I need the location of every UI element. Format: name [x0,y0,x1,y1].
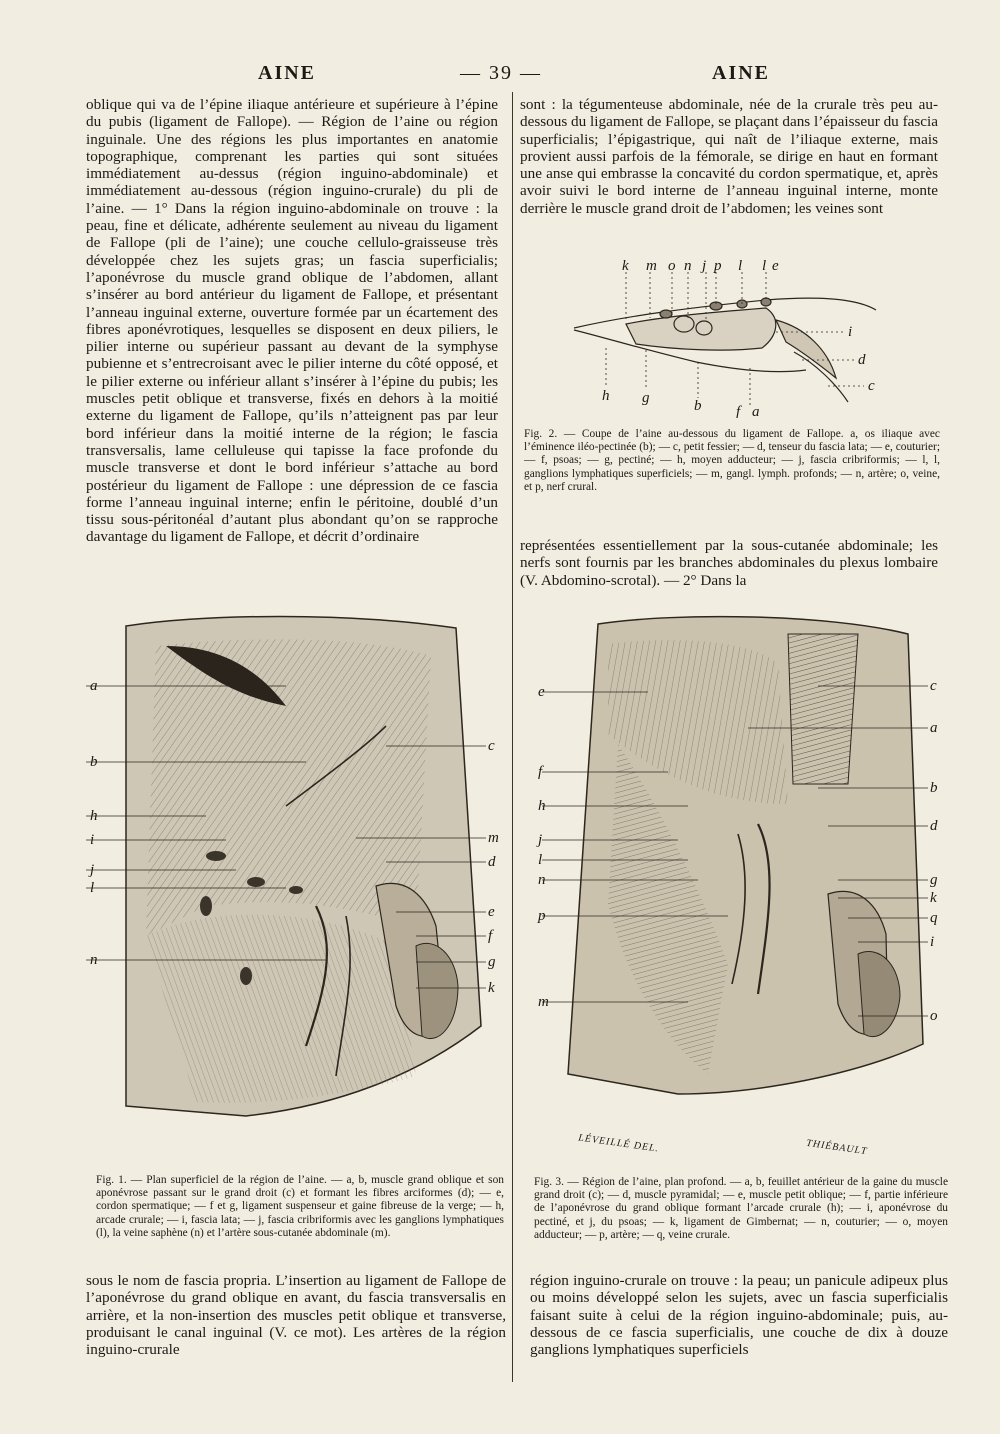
fig3-label: e [538,684,545,700]
fig2-label: f [736,404,741,418]
fig1-label: l [90,880,95,896]
fig3-label: k [930,890,937,906]
fig2-label: o [668,258,676,274]
column-divider [512,92,513,1382]
fig2-label: p [714,258,722,274]
fig3-label: o [930,1008,938,1024]
paragraph: oblique qui va de l’épine iliaque antérieure et supérieure à l’épine du pubis (ligament de Fallope). — Région de l’aine ou région inguinale. Une des régions les plus importantes en anatomie topographique, comprenant les parties qui sont situées immédiatement au-dessus (région inguino-abdominale) et immédiatement au-dessous (région inguino-crurale) du pli de l’aine. — 1° Dans la région inguino-abdominale on trouve : la peau, fine et délicate, adhérente seulement au niveau du ligament de Fallope (pli de l’aine); une couche cellulo-graisseuse très développée chez les sujets gras; un fascia superficialis; l’aponévrose du muscle grand oblique de l’abdomen, allant s’insérer au bord antérieur du ligament de Fallope, et présentant l’anneau inguinal externe, ouverture formée par un écartement des fibres aponévrotiques, lesquelles se disposent en deux piliers, le pilier interne ou supérieur passant au devant de la symphyse pubienne et s’entrecroisant avec le pilier interne du côté opposé, et le pilier externe ou inférieur allant s’insérer à l’épine du pubis; les muscles petit oblique et transverse, fixés en dehors à la moitié externe du ligament de Fallope, qu’ils n’atteignent pas par leur bord inférieur dans la moitié interne de la région; le fascia transversalis, lame celluleuse qui tapisse la face profonde du muscle transverse et dont le bord inférieur s’attache au bord postérieur du ligament de Fallope : une dépression de ce fascia forme l’anneau inguinal interne; enfin le péritoine, doublé d’un tissu sous-péritonéal d’autant plus abondant qu’on se rapproche davantage du ligament de Fallope, et décrit d’ordinaire [86,96,498,546]
paragraph: sont : la tégumenteuse abdominale, née de la crurale très peu au-dessous du ligament de Fallope, se plaçant dans l’épaisseur du fascia superficialis; l’épigastrique, qui naît de l’iliaque externe, mais provient aussi parfois de la fémorale, se dirige en haut en formant une anse qui embrasse la concavité du cordon spermatique, et, après avoir suivi le bord interne de l’anneau inguinal interne, monte derrière le muscle grand droit de l’abdomen; les veines sont [520,96,938,217]
running-head-right: AINE [712,62,771,84]
fig2-label: l [762,258,767,274]
fig2-label: c [868,378,875,394]
figure-3-caption: Fig. 3. — Région de l’aine, plan profond. — a, b, feuillet antérieur de la gaine du muscle grand droit (c); — d, muscle pyramidal; — e, muscle petit oblique; — f, partie inférieure de l’aponévrose du grand oblique formant l’arcade crurale (h); — i, aponévrose du pectiné, et j, du psoas; — k, ligament de Gimbernat; — n, couturier; — o, moyen adducteur; — p, artère; — q, veine crurale. [534,1176,948,1241]
paragraph: représentées essentiellement par la sous-cutanée abdominale; les nerfs sont fournis par les branches abdominales du plexus lombaire (V. Abdomino-scrotal). — 2° Dans la [520,537,938,589]
fig1-label: i [90,832,95,848]
fig3-label: i [930,934,935,950]
fig3-label: c [930,678,937,694]
fig1-label: n [90,952,98,968]
fig3-label: f [538,764,543,780]
fig2-label: d [858,352,866,368]
fig2-label: g [642,390,650,406]
fig1-label: e [488,904,495,920]
engraver-signature-right: THIÉBAULT [805,1137,869,1158]
fig1-label: f [488,928,493,944]
figure-3-anatomical-illustration [528,604,948,1164]
right-column-bottom-text [530,1272,948,1358]
fig1-label: g [488,954,496,970]
fig3-label: p [538,908,546,924]
figure-1-anatomical-illustration [86,606,506,1166]
page-number: — 39 — [460,62,542,84]
fig1-label: j [90,862,95,878]
fig3-label: b [930,780,938,796]
fig1-label: h [90,808,98,824]
fig2-label: a [752,404,760,418]
left-column-bottom-text [86,1272,506,1358]
fig3-label: j [538,832,543,848]
fig1-label: a [90,678,98,694]
running-head-left: AINE [258,62,317,84]
fig3-label: q [930,910,938,926]
right-column-middle-text [520,537,938,589]
fig2-label: e [772,258,779,274]
right-column-top-text [520,96,938,217]
fig3-label: h [538,798,546,814]
fig3-label: n [538,872,546,888]
fig2-label: l [738,258,743,274]
fig3-label: d [930,818,938,834]
figure-1-caption: Fig. 1. — Plan superficiel de la région de l’aine. — a, b, muscle grand oblique et son aponévrose passant sur le grand droit (c) et formant les fibres arciformes (d); — e, cordon spermatique; — f et g, ligament suspenseur et gaine fibreuse de la verge; — h, arcade crurale; — i, fascia lata; — j, fascia cribriformis avec les ganglions lymphatiques (l), la veine saphène (n) et l’artère sous-cutanée abdominale (m). [96,1174,504,1239]
paragraph: région inguino-crurale on trouve : la peau; un panicule adipeux plus ou moins développé selon les sujets, avec un fascia superficialis faisant suite à celui de la région inguino-abdominale; puis, au-dessous de ce fascia superficialis, une couche de dix à douze ganglions lymphatiques superficiels [530,1272,948,1359]
fig2-label: i [848,324,853,340]
left-column-top-text [86,96,498,546]
fig2-label: b [694,398,702,414]
fig3-label: m [538,994,549,1010]
fig2-label: h [602,388,610,404]
engraver-signature-left: LÉVEILLÉ DEL. [577,1132,660,1155]
paragraph: sous le nom de fascia propria. L’insertion au ligament de Fallope de l’aponévrose du grand oblique en avant, du fascia transversalis en arrière, et la non-insertion des muscles petit oblique et transverse, produisant le canal inguinal (V. ce mot). Les artères de la région inguino-crurale [86,1272,506,1359]
fig1-label: m [488,830,499,846]
fig2-label: k [622,258,629,274]
fig3-label: a [930,720,938,736]
figure-2-caption: Fig. 2. — Coupe de l’aine au-dessous du ligament de Fallope. a, os iliaque avec l’éminence iléo-pectinée (b); — c, petit fessier; — d, tenseur du fascia lata; — e, couturier; — f, psoas; — g, pectiné; — h, moyen adducteur; — j, fascia cribriformis; — l, l, ganglions lymphatiques superficiels; — m, gangl. lymph. profonds; — n, artère; o, veine, et p, nerf crural. [524,428,940,493]
fig2-label: j [702,258,707,274]
fig1-label: d [488,854,496,870]
fig2-label: n [684,258,692,274]
fig1-label: k [488,980,495,996]
fig2-label: m [646,258,657,274]
fig1-label: b [90,754,98,770]
fig1-label: c [488,738,495,754]
fig3-label: g [930,872,938,888]
fig3-label: l [538,852,543,868]
figure-2-section-diagram [566,258,886,418]
